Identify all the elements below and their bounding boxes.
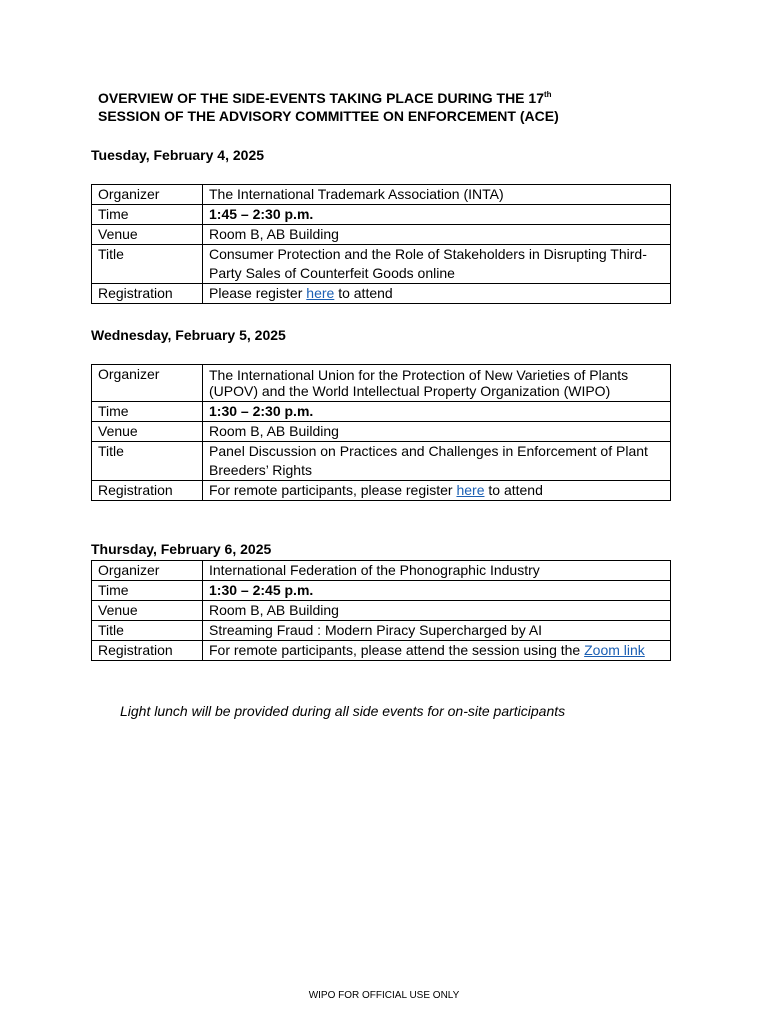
- title-line-2: SESSION OF THE ADVISORY COMMITTEE ON ENFORCEMENT (ACE): [98, 108, 559, 124]
- title-value: Streaming Fraud : Modern Piracy Supercharged by AI: [203, 621, 671, 641]
- registration-text-before: For remote participants, please register: [209, 482, 457, 498]
- day-heading-wednesday: Wednesday, February 5, 2025: [91, 327, 286, 343]
- title-label: Title: [92, 621, 203, 641]
- time-label: Time: [92, 581, 203, 601]
- venue-value: Room B, AB Building: [203, 601, 671, 621]
- registration-text-before: Please register: [209, 285, 307, 301]
- day-heading-tuesday: Tuesday, February 4, 2025: [91, 147, 265, 163]
- table-row: [92, 365, 671, 402]
- title-value: Panel Discussion on Practices and Challenges in Enforcement of Plant Breeders’ Rights: [203, 442, 671, 481]
- organizer-value: The International Trademark Association (INTA): [203, 185, 671, 205]
- venue-value: Room B, AB Building: [203, 225, 671, 245]
- registration-text-after: to attend: [334, 285, 393, 301]
- lunch-note: Light lunch will be provided during all side events for on-site participants: [120, 703, 566, 719]
- organizer-value: The International Union for the Protection of New Varieties of Plants (UPOV) and the World Intellectual Property Organization (WIPO): [203, 365, 671, 402]
- table-row: [92, 601, 671, 621]
- registration-text-after: to attend: [484, 482, 543, 498]
- registration-text-before: For remote participants, please attend the session using the: [209, 642, 585, 658]
- title-value: Consumer Protection and the Role of Stakeholders in Disrupting Third-Party Sales of Counterfeit Goods online: [203, 245, 671, 284]
- venue-label: Venue: [92, 601, 203, 621]
- title-label: Title: [92, 442, 203, 481]
- table-row: [92, 245, 671, 284]
- table-row: [92, 284, 671, 304]
- table-row: [92, 225, 671, 245]
- page-title: [98, 89, 698, 125]
- organizer-label: Organizer: [92, 185, 203, 205]
- event-table-wednesday: [91, 364, 671, 501]
- time-value: 1:45 – 2:30 p.m.: [203, 205, 671, 225]
- table-row: [92, 581, 671, 601]
- zoom-link[interactable]: Zoom link: [584, 642, 645, 658]
- organizer-value: International Federation of the Phonographic Industry: [203, 561, 671, 581]
- registration-label: Registration: [92, 284, 203, 304]
- table-row: [92, 185, 671, 205]
- table-row: [92, 422, 671, 442]
- registration-label: Registration: [92, 641, 203, 661]
- registration-value: [203, 481, 671, 501]
- footer-classification: WIPO FOR OFFICIAL USE ONLY: [308, 990, 460, 1001]
- title-line-1-text: OVERVIEW OF THE SIDE-EVENTS TAKING PLACE DURING THE 17: [98, 90, 544, 106]
- table-row: [92, 402, 671, 422]
- event-table-tuesday: [91, 184, 671, 304]
- venue-value: Room B, AB Building: [203, 422, 671, 442]
- table-row: [92, 481, 671, 501]
- event-table-thursday: [91, 560, 671, 661]
- registration-label: Registration: [92, 481, 203, 501]
- organizer-label: Organizer: [92, 365, 203, 402]
- register-link[interactable]: here: [306, 285, 335, 301]
- organizer-label: Organizer: [92, 561, 203, 581]
- venue-label: Venue: [92, 225, 203, 245]
- registration-value: [203, 641, 671, 661]
- table-row: [92, 561, 671, 581]
- venue-label: Venue: [92, 422, 203, 442]
- time-label: Time: [92, 402, 203, 422]
- table-row: [92, 641, 671, 661]
- time-value: 1:30 – 2:45 p.m.: [203, 581, 671, 601]
- table-row: [92, 621, 671, 641]
- register-link[interactable]: here: [456, 482, 485, 498]
- registration-value: [203, 284, 671, 304]
- table-row: [92, 442, 671, 481]
- table-row: [92, 205, 671, 225]
- title-line-1: [98, 89, 698, 107]
- day-heading-thursday: Thursday, February 6, 2025: [91, 541, 272, 557]
- title-label: Title: [92, 245, 203, 284]
- title-superscript: th: [543, 90, 552, 99]
- time-value: 1:30 – 2:30 p.m.: [203, 402, 671, 422]
- time-label: Time: [92, 205, 203, 225]
